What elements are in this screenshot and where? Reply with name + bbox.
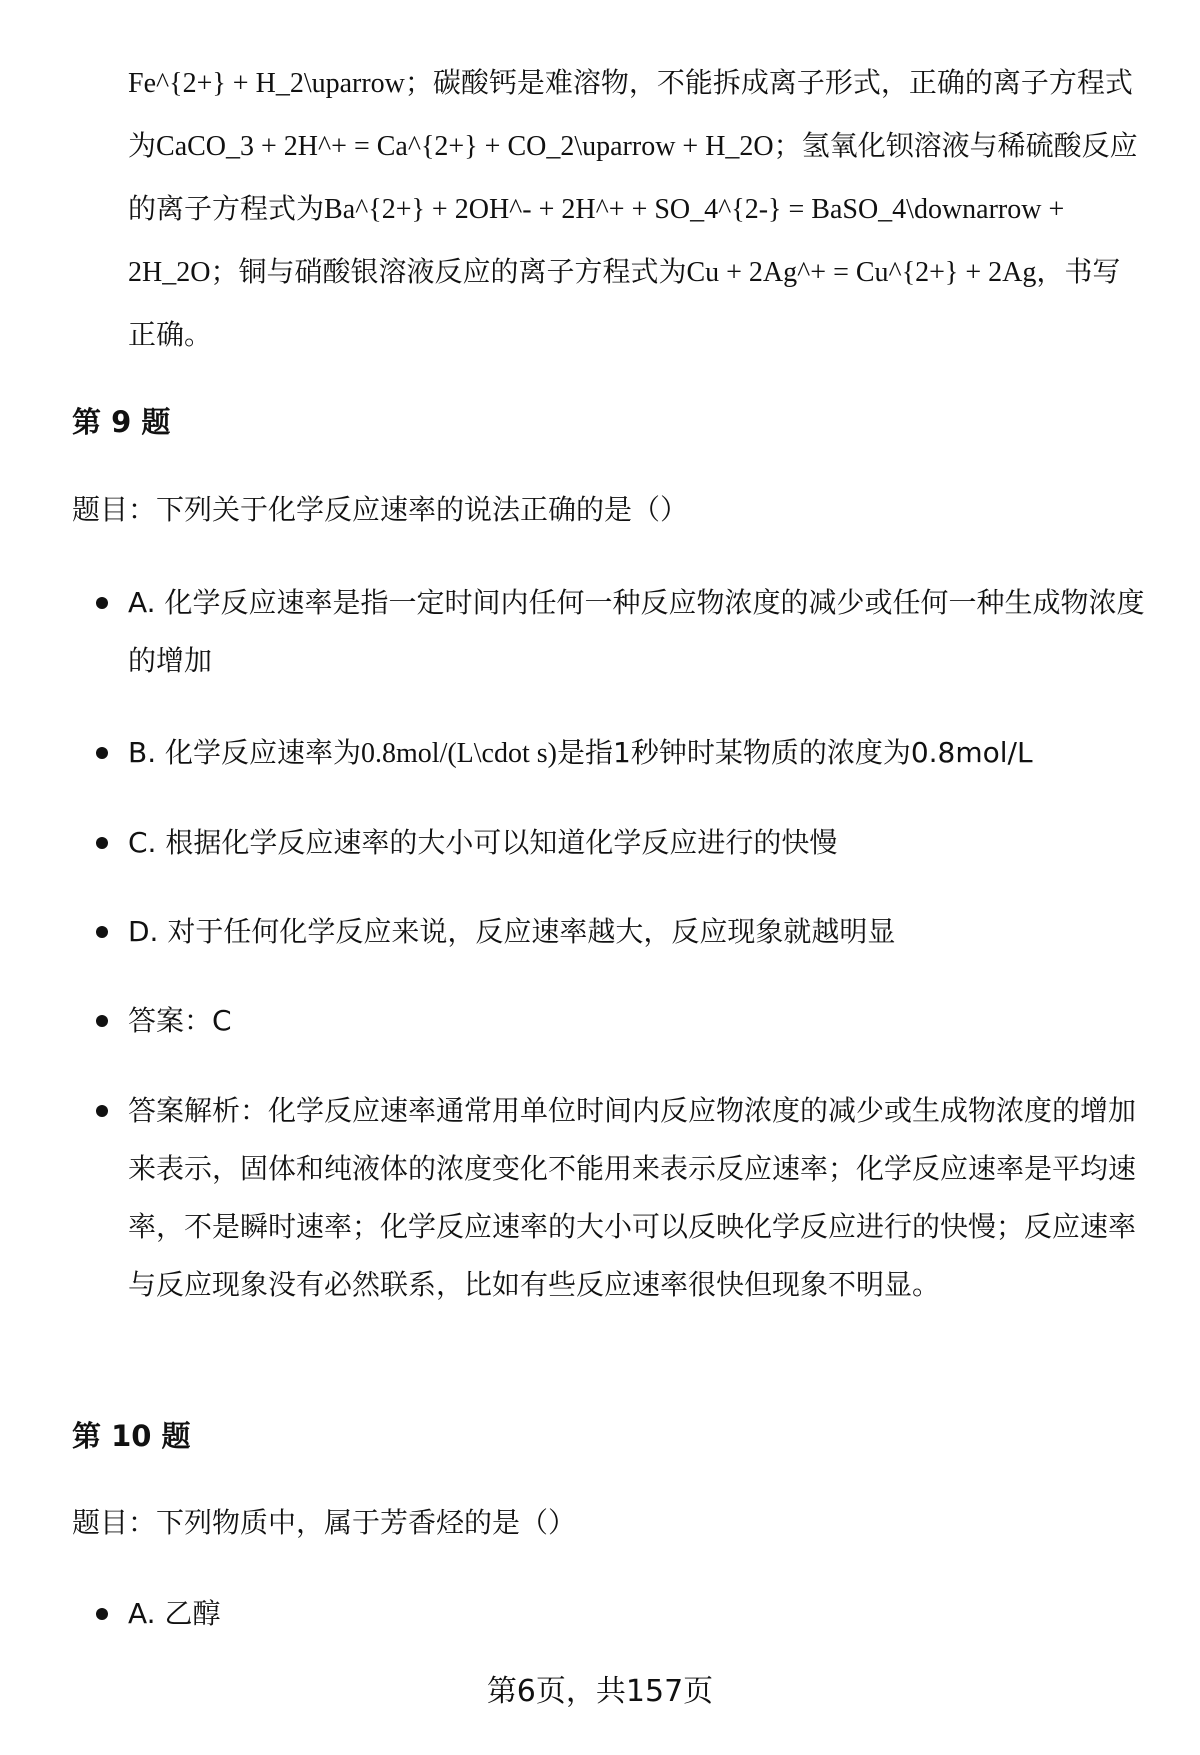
option-a: A. 化学反应速率是指一定时间内任何一种反应物浓度的减少或任何一种生成物浓度的增加 [128,586,1145,677]
option-b-prefix: B. 化学反应速率为 [128,736,362,769]
explanation-text: ；氢氧化钡溶液与稀硫酸反应的离子方程式为 [128,129,1138,225]
formula: Cu + 2Ag^+ = Cu^{2+} + 2Ag [686,257,1037,288]
option-b [128,724,1148,783]
option-c: C. 根据化学反应速率的大小可以知道化学反应进行的快慢 [128,826,838,859]
bullet-icon [96,1608,108,1620]
bullet-icon [96,926,108,938]
formula: 0.8mol/(L\cdot s) [361,738,557,769]
previous-explanation-continuation [128,52,1148,366]
question-10-heading: 第 10 题 [72,1419,191,1453]
explanation-text: ，书写正确。 [128,255,1121,351]
bullet-icon [96,597,108,609]
answer-analysis: 答案解析：化学反应速率通常用单位时间内反应物浓度的减少或生成物浓度的增加来表示，固体和纯液体的浓度变化不能用来表示反应速率；化学反应速率是平均速率，不是瞬时速率；化学反应速率的大小可以反映化学反应进行的快慢；反应速率与反应现象没有必然联系，比如有些反应速率很快但现象不明显。 [128,1094,1137,1301]
option-b-suffix: 是指1秒钟时某物质的浓度为0.8mol/L [557,736,1033,769]
bullet-icon [96,1015,108,1027]
question-10-stem: 题目：下列物质中，属于芳香烃的是（） [72,1506,577,1539]
question-9-stem: 题目：下列关于化学反应速率的说法正确的是（） [72,493,689,526]
question-9-heading: 第 9 题 [72,405,171,439]
option-a: A. 乙醇 [128,1597,221,1630]
bullet-icon [96,747,108,759]
page-number: 第6页，共157页 [486,1674,714,1709]
option-d: D. 对于任何化学反应来说，反应速率越大，反应现象就越明显 [128,915,896,948]
bullet-icon [96,837,108,849]
answer: 答案：C [128,1004,232,1037]
formula: Fe^{2+} + H_2\uparrow [128,68,405,99]
bullet-icon [96,1105,108,1117]
formula: Ba^{2+} + 2OH^- + 2H^+ + SO_4^{2-} = BaSO_4\downarrow + 2H_2O [128,194,1065,288]
explanation-text: ；铜与硝酸银溶液反应的离子方程式为 [210,255,687,288]
explanation-text: ；碳酸钙是难溶物，不能拆成离子形式，正确的离子方程式为 [128,66,1133,162]
formula: CaCO_3 + 2H^+ = Ca^{2+} + CO_2\uparrow + H_2O [156,131,774,162]
